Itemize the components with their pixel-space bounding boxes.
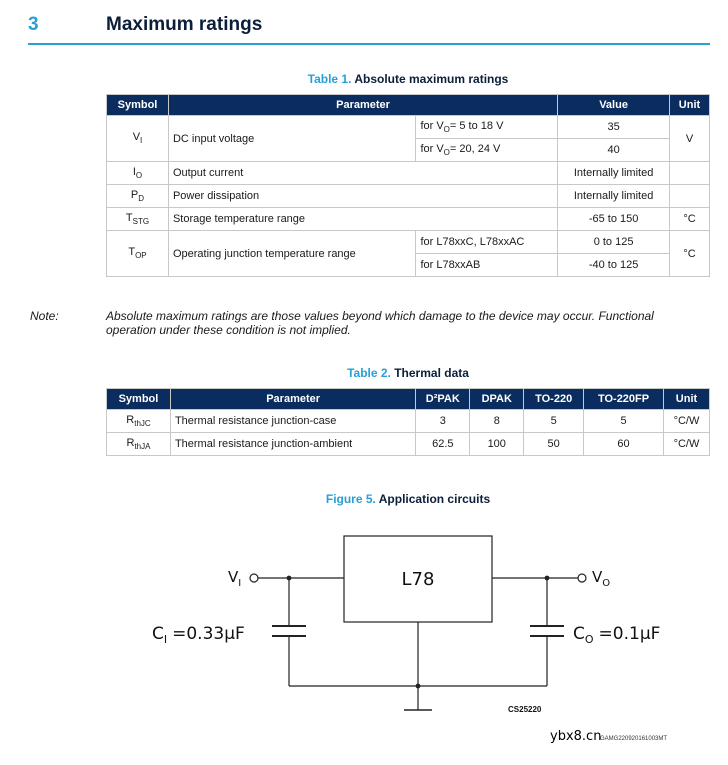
t1-vi-val1: 35	[558, 116, 670, 139]
t1-vi-val2: 40	[558, 139, 670, 162]
t1-header-parameter: Parameter	[168, 95, 557, 116]
t2-r0-to220fp: 5	[584, 410, 664, 433]
note-text: Absolute maximum ratings are those values beyond which damage to the device may occur. Functional operation under these condition is not implied.	[106, 309, 654, 337]
t1-header-unit: Unit	[670, 95, 710, 116]
t1-tstg-unit: °C	[670, 208, 710, 231]
cin-label: $C_I =0.33\mu F$	[152, 624, 245, 646]
t1-header-value: Value	[558, 95, 670, 116]
t2-r1-param: Thermal resistance junction-ambient	[170, 433, 415, 456]
t2-header-d2pak: D²PAK	[416, 389, 470, 410]
t1-tstg-symbol: $T_{STG}$	[107, 208, 169, 231]
t1-io-val: Internally limited	[558, 162, 670, 185]
t1-pd-symbol: $P_D$	[107, 185, 169, 208]
t2-r0-symbol: $R_{thJC}$	[107, 410, 171, 433]
t2-header-to220: TO-220	[524, 389, 584, 410]
ic-label: L78	[401, 569, 435, 590]
t2-r0-dpak: 8	[470, 410, 524, 433]
t1-vi-unit: V	[670, 116, 710, 162]
t1-vi-cond1: for $V_O= 5$ to 18 V	[416, 116, 558, 139]
t1-top-symbol: $T_{OP}$	[107, 231, 169, 277]
vin-label: $V_I$	[228, 568, 242, 589]
t1-vi-param: DC input voltage	[168, 116, 415, 162]
figure5-caption: Figure 5. Application circuits	[325, 492, 491, 506]
t2-header-to220fp: TO-220FP	[584, 389, 664, 410]
t2-r1-d2pak: 62.5	[416, 433, 470, 456]
t1-top-cond2: for L78xxAB	[416, 254, 558, 277]
t2-header-dpak: DPAK	[470, 389, 524, 410]
t1-vi-cond2: for $V_O= 20$, 24 V	[416, 139, 558, 162]
t1-top-val2: -40 to 125	[558, 254, 670, 277]
cout-label: $C_O =0.1\mu F$	[573, 624, 661, 646]
note-label: Note:	[30, 309, 59, 323]
t2-r1-symbol: $R_{thJA}$	[107, 433, 171, 456]
t2-r0-to220: 5	[524, 410, 584, 433]
t2-header-symbol: Symbol	[107, 389, 171, 410]
t2-r0-d2pak: 3	[416, 410, 470, 433]
section-number: 3	[28, 14, 39, 35]
t2-r0-unit: °C/W	[663, 410, 709, 433]
t2-r1-unit: °C/W	[663, 433, 709, 456]
t2-r0-param: Thermal resistance junction-case	[170, 410, 415, 433]
t1-io-symbol: $I_O$	[107, 162, 169, 185]
t2-r1-to220: 50	[524, 433, 584, 456]
table2-caption: Table 2. Thermal data	[347, 366, 469, 380]
t1-tstg-val: -65 to 150	[558, 208, 670, 231]
t1-top-val1: 0 to 125	[558, 231, 670, 254]
table1-caption: Table 1. Absolute maximum ratings	[307, 72, 509, 86]
vout-label: $V_O$	[592, 568, 611, 589]
t2-r1-to220fp: 60	[584, 433, 664, 456]
t1-vi-symbol: $V_I$	[107, 116, 169, 162]
t2-r1-dpak: 100	[470, 433, 524, 456]
t1-top-unit: °C	[670, 231, 710, 277]
vin-terminal	[250, 574, 258, 582]
t1-pd-val: Internally limited	[558, 185, 670, 208]
vout-terminal	[578, 574, 586, 582]
watermark-text: ybx8.cn	[550, 729, 602, 744]
t1-header-symbol: Symbol	[107, 95, 169, 116]
watermark-code: GAMG220920161003MT	[600, 736, 668, 742]
t1-pd-param: Power dissipation	[168, 185, 557, 208]
section-title: Maximum ratings	[106, 14, 263, 35]
t1-tstg-param: Storage temperature range	[168, 208, 557, 231]
t1-top-param: Operating junction temperature range	[168, 231, 415, 277]
t1-io-param: Output current	[168, 162, 557, 185]
t2-header-unit: Unit	[663, 389, 709, 410]
figure-code: CS25220	[508, 705, 542, 714]
t1-top-cond1: for L78xxC, L78xxAC	[416, 231, 558, 254]
t2-header-parameter: Parameter	[170, 389, 415, 410]
